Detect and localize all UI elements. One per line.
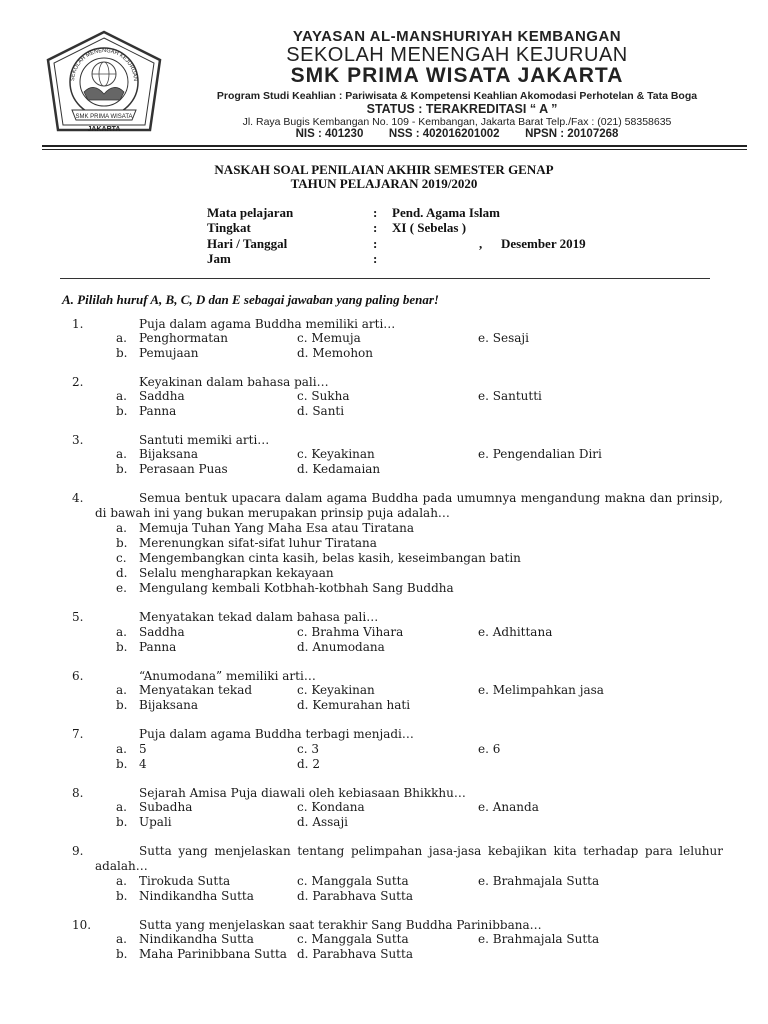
info-value: XI ( Sebelas ) bbox=[392, 220, 467, 235]
school-logo-icon bbox=[44, 30, 164, 140]
option-a: Bijaksana bbox=[139, 447, 198, 461]
foundation-name: YAYASAN AL-MANSHURIYAH KEMBANGAN bbox=[292, 28, 622, 45]
question-number: 2. bbox=[72, 375, 84, 389]
option-e: Mengulang kembali Kotbhah-kotbhah Sang Buddha bbox=[139, 581, 454, 595]
option-c: c. 3 bbox=[297, 742, 320, 756]
option-a: Saddha bbox=[139, 625, 185, 639]
option-letter: a. bbox=[116, 331, 127, 345]
option-d: d. Anumodana bbox=[297, 640, 385, 654]
exam-year: TAHUN PELAJARAN 2019/2020 bbox=[290, 176, 478, 191]
option-b: Maha Parinibbana Sutta bbox=[139, 947, 287, 961]
section-heading: A. Pililah huruf A, B, C, D dan E sebagai jawaban yang paling benar! bbox=[62, 292, 439, 307]
option-letter: a. bbox=[116, 447, 127, 461]
question-text: Keyakinan dalam bahasa pali… bbox=[139, 375, 329, 389]
option-b: Merenungkan sifat-sifat luhur Tiratana bbox=[139, 536, 377, 550]
option-letter: b. bbox=[116, 404, 128, 418]
option-a: Memuja Tuhan Yang Maha Esa atau Tiratana bbox=[139, 521, 415, 535]
option-letter: a. bbox=[116, 932, 127, 946]
program-line: Program Studi Keahlian : Pariwisata & Kompetensi Keahlian Akomodasi Perhotelan & Tata Boga bbox=[216, 90, 698, 102]
question-text: Santuti memiki arti… bbox=[139, 433, 270, 447]
option-b: Pemujaan bbox=[139, 346, 199, 360]
info-date-comma: , bbox=[479, 236, 483, 251]
option-b: Nindikandha Sutta bbox=[139, 889, 254, 903]
option-c: c. Keyakinan bbox=[297, 683, 375, 697]
info-date: Desember 2019 bbox=[501, 236, 586, 251]
option-letter: b. bbox=[116, 536, 128, 550]
question-number: 5. bbox=[72, 610, 84, 624]
option-letter: a. bbox=[116, 683, 127, 697]
option-b: Perasaan Puas bbox=[139, 462, 228, 476]
question-text: Sejarah Amisa Puja diawali oleh kebiasaan Bhikkhu… bbox=[139, 786, 466, 800]
logo-banner-text: SMK PRIMA WISATA bbox=[75, 114, 133, 120]
info-label: Jam bbox=[207, 251, 231, 266]
option-letter: b. bbox=[116, 947, 128, 961]
option-letter: c. bbox=[116, 551, 127, 565]
option-a: Nindikandha Sutta bbox=[139, 932, 254, 946]
option-a: 5 bbox=[139, 742, 147, 756]
question-number: 7. bbox=[72, 727, 84, 741]
option-d: d. Memohon bbox=[297, 346, 374, 360]
school-address: Jl. Raya Bugis Kembangan No. 109 - Kembangan, Jakarta Barat Telp./Fax : (021) 58358635 bbox=[242, 116, 672, 128]
question-number: 4. bbox=[72, 491, 84, 505]
option-letter: b. bbox=[116, 889, 128, 903]
letterhead-rule-thin bbox=[42, 149, 747, 150]
question-number: 8. bbox=[72, 786, 84, 800]
option-c: c. Manggala Sutta bbox=[297, 874, 409, 888]
option-c: c. Memuja bbox=[297, 331, 361, 345]
option-b: 4 bbox=[139, 757, 147, 771]
option-e: e. Ananda bbox=[478, 800, 539, 814]
option-a: Saddha bbox=[139, 389, 185, 403]
option-e: e. Pengendalian Diri bbox=[478, 447, 602, 461]
option-b: Panna bbox=[139, 640, 177, 654]
school-name: SMK PRIMA WISATA JAKARTA bbox=[290, 64, 624, 87]
question-number: 6. bbox=[72, 669, 84, 683]
info-colon: : bbox=[373, 205, 378, 220]
option-e: e. 6 bbox=[478, 742, 501, 756]
info-label: Mata pelajaran bbox=[207, 205, 294, 220]
option-letter: b. bbox=[116, 698, 128, 712]
question-number: 10. bbox=[72, 918, 92, 932]
option-c: c. Kondana bbox=[297, 800, 365, 814]
option-a: Subadha bbox=[139, 800, 193, 814]
question-text: Semua bentuk upacara dalam agama Buddha pada umumnya mengandung makna dan prinsip, di bawah ini yang bukan merupakan prinsip puja adalah… bbox=[95, 491, 723, 520]
info-colon: : bbox=[373, 220, 378, 235]
option-c: c. Keyakinan bbox=[297, 447, 375, 461]
question-text: “Anumodana” memiliki arti… bbox=[139, 669, 316, 683]
question-number: 3. bbox=[72, 433, 84, 447]
exam-title: NASKAH SOAL PENILAIAN AKHIR SEMESTER GENAP bbox=[214, 162, 554, 177]
option-letter: b. bbox=[116, 346, 128, 360]
option-e: e. Santutti bbox=[478, 389, 542, 403]
option-letter: a. bbox=[116, 625, 127, 639]
option-e: e. Melimpahkan jasa bbox=[478, 683, 604, 697]
question-number: 9. bbox=[72, 844, 84, 858]
option-d: d. Assaji bbox=[297, 815, 349, 829]
logo-ring-text: SEKOLAH MENENGAH KEJURUAN bbox=[69, 47, 139, 82]
option-e: e. Adhittana bbox=[478, 625, 553, 639]
option-e: e. Sesaji bbox=[478, 331, 529, 345]
option-letter: b. bbox=[116, 462, 128, 476]
option-letter: a. bbox=[116, 521, 127, 535]
question-text: Puja dalam agama Buddha memiliki arti… bbox=[139, 317, 396, 331]
question-text: Puja dalam agama Buddha terbagi menjadi… bbox=[139, 727, 414, 741]
school-ids: NIS : 401230 NSS : 402016201002 NPSN : 20107268 bbox=[295, 128, 619, 140]
option-d: d. Santi bbox=[297, 404, 345, 418]
option-letter: b. bbox=[116, 640, 128, 654]
logo-bottom-text: JAKARTA bbox=[87, 126, 121, 133]
info-label: Hari / Tanggal bbox=[207, 236, 288, 251]
option-letter: a. bbox=[116, 742, 127, 756]
option-letter: d. bbox=[116, 566, 128, 580]
question-text: Sutta yang menjelaskan tentang pelimpahan jasa-jasa kebajikan kita terhadap para leluhur adalah… bbox=[95, 844, 723, 873]
option-d: Selalu mengharapkan kekayaan bbox=[139, 566, 334, 580]
option-a: Tirokuda Sutta bbox=[139, 874, 231, 888]
option-d: d. Kedamaian bbox=[297, 462, 381, 476]
option-c: c. Brahma Vihara bbox=[297, 625, 404, 639]
info-value: Pend. Agama Islam bbox=[392, 205, 500, 220]
option-e: e. Brahmajala Sutta bbox=[478, 874, 600, 888]
option-e: e. Brahmajala Sutta bbox=[478, 932, 600, 946]
option-letter: a. bbox=[116, 874, 127, 888]
accreditation-status: STATUS : TERAKREDITASI “ A ” bbox=[366, 102, 558, 116]
letterhead-rule bbox=[42, 145, 747, 147]
option-letter: a. bbox=[116, 389, 127, 403]
option-letter: b. bbox=[116, 815, 128, 829]
question-text: Sutta yang menjelaskan saat terakhir Sang Buddha Parinibbana… bbox=[139, 918, 542, 932]
option-letter: e. bbox=[116, 581, 127, 595]
option-letter: a. bbox=[116, 800, 127, 814]
option-b: Panna bbox=[139, 404, 177, 418]
option-letter: b. bbox=[116, 757, 128, 771]
info-colon: : bbox=[373, 251, 378, 266]
question-text: Menyatakan tekad dalam bahasa pali… bbox=[139, 610, 379, 624]
option-c: Mengembangkan cinta kasih, belas kasih, keseimbangan batin bbox=[139, 551, 521, 565]
school-type: SEKOLAH MENENGAH KEJURUAN bbox=[286, 44, 628, 66]
option-b: Upali bbox=[139, 815, 172, 829]
option-c: c. Manggala Sutta bbox=[297, 932, 409, 946]
option-a: Menyatakan tekad bbox=[139, 683, 253, 697]
option-d: d. Parabhava Sutta bbox=[297, 947, 413, 961]
question-number: 1. bbox=[72, 317, 84, 331]
option-c: c. Sukha bbox=[297, 389, 350, 403]
info-colon: : bbox=[373, 236, 378, 251]
option-d: d. Kemurahan hati bbox=[297, 698, 411, 712]
option-a: Penghormatan bbox=[139, 331, 228, 345]
option-d: d. Parabhava Sutta bbox=[297, 889, 413, 903]
option-b: Bijaksana bbox=[139, 698, 198, 712]
info-label: Tingkat bbox=[207, 220, 251, 235]
info-divider bbox=[60, 278, 710, 279]
option-d: d. 2 bbox=[297, 757, 320, 771]
